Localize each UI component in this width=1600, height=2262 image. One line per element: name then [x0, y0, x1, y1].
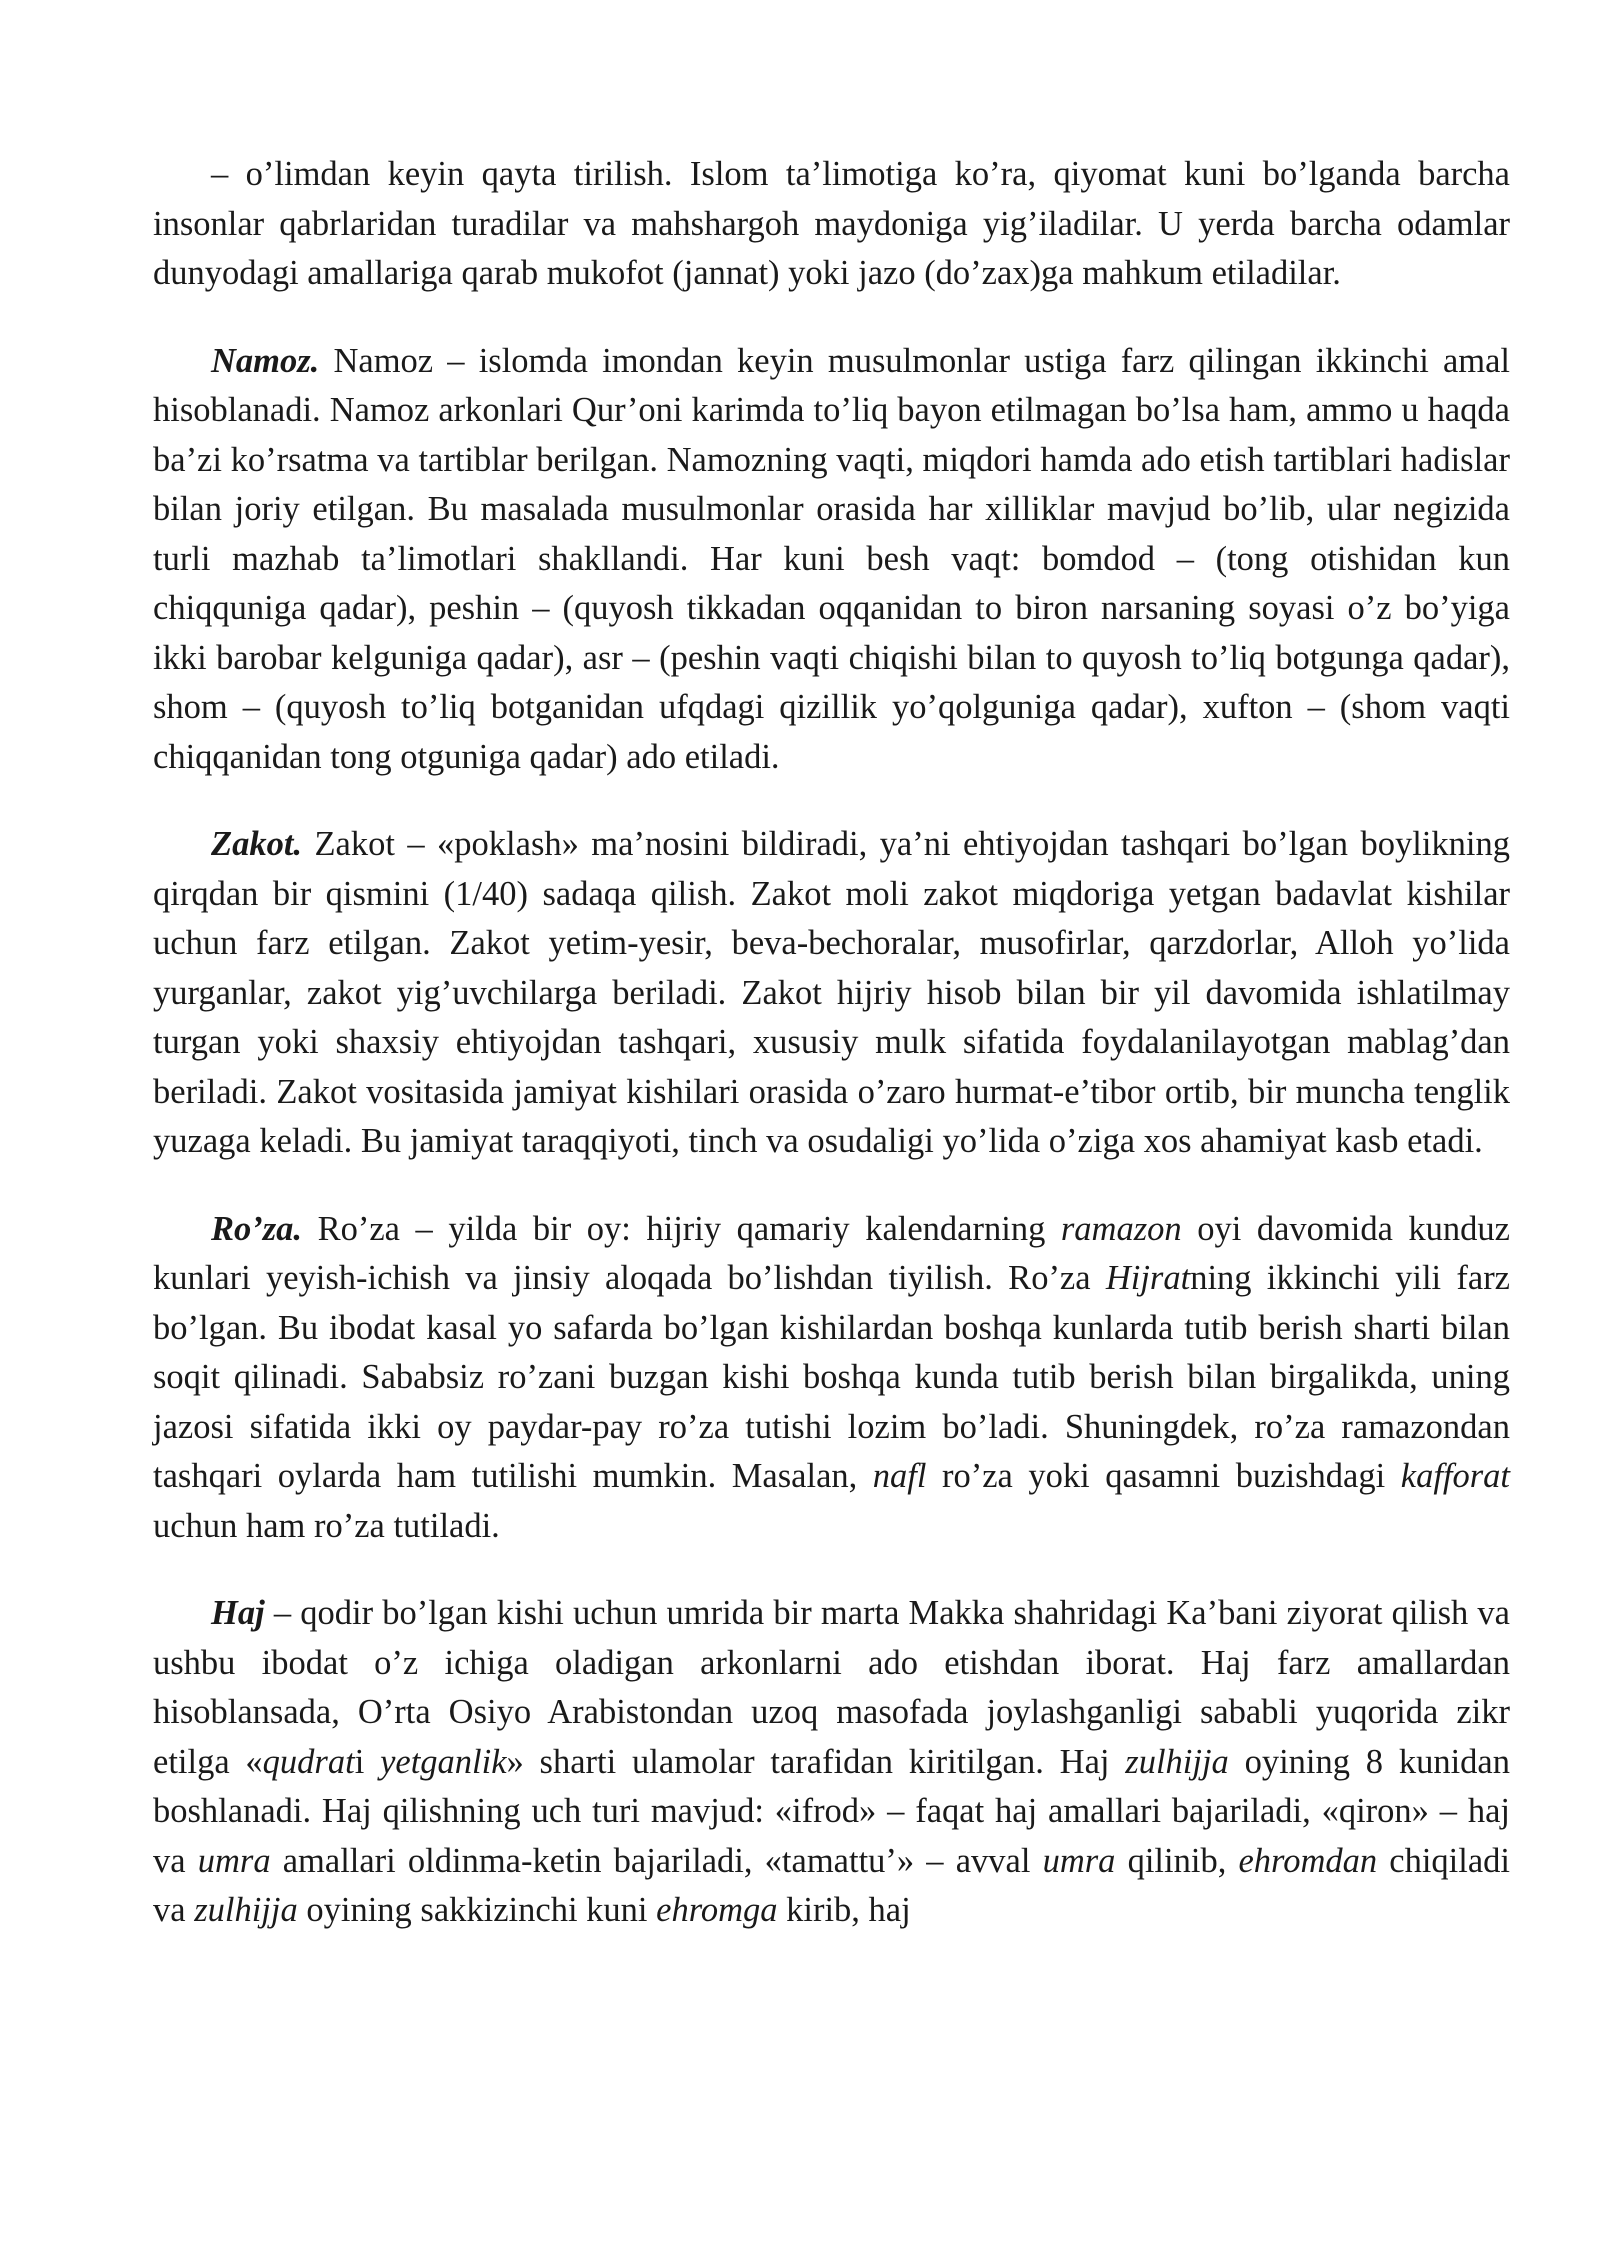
italic-term: ehromdan — [1238, 1841, 1378, 1880]
paragraph-text: Zakot – «poklash» ma’nosini bildiradi, ya’ni ehtiyojdan tashqari bo’lgan boylikning qirqdan bir qismini (1/40) sadaqa qilish. Zakot moli zakot miqdoriga yetgan badavlat kishilar uchun farz etilgan. Zakot yetim-yesir, beva-bechoralar, musofirlar, qarzdorlar, Alloh yo’lida yurganlar, zakot yig’uvchilarga beriladi. Zakot hijriy hisob bilan bir yil davomida ishlatilmay turgan yoki shaxsiy ehtiyojdan tashqari, xususiy mulk sifatida foydalanilayotgan mablag’dan beriladi. Zakot vositasida jamiyat kishilari orasida o’zaro hurmat-e’tibor ortib, bir muncha tenglik yuzaga keladi. Bu jamiyat taraqqiyoti, tinch va osudaligi yo’lida o’ziga xos ahamiyat kasb etadi. — [153, 825, 1510, 1160]
italic-term: qudrat — [262, 1742, 355, 1781]
paragraph-term: Ro’za. — [211, 1209, 303, 1248]
italic-term: Hijrat — [1105, 1259, 1191, 1297]
paragraph-text: uchun ham ro’za tutiladi. — [153, 1506, 500, 1545]
italic-term: yetganlik — [380, 1742, 507, 1781]
paragraph-term: Zakot. — [211, 825, 303, 863]
paragraph-text: – qodir bo’lgan kishi uchun umrida bir marta Makka shahridagi Ka’bani ziyorat qilish va ushbu ibodat o’z ichiga oladigan arkonlarni ado etishdan iborat. Haj farz amallardan hisoblansada, O’rta Osiyo Arabistondan uzoq masofada joylashganligi sababli yuqorida zikr etilga « — [153, 1594, 1510, 1781]
paragraph-text: chiqiladi va — [153, 1841, 1510, 1929]
paragraph-text: i — [354, 1742, 381, 1781]
paragraph-text: » sharti ulamolar tarafidan kiritilgan. Haj — [506, 1742, 1126, 1781]
italic-term: zulhijja — [194, 1891, 298, 1929]
paragraph-text: Ro’za – yilda bir oy: hijriy qamariy kalendarning — [302, 1209, 1061, 1248]
paragraph-text: kirib, haj — [777, 1891, 911, 1929]
italic-term: umra — [1042, 1841, 1116, 1880]
paragraph-resurrection — [153, 150, 1510, 299]
paragraph-namoz — [153, 337, 1510, 783]
italic-term: kafforat — [1400, 1457, 1510, 1495]
paragraph-zakot — [153, 820, 1510, 1167]
paragraph-text: oyi davomida kunduz kunlari yeyish-ichish va jinsiy aloqada bo’lishdan tiyilish. Ro’za — [153, 1209, 1510, 1297]
paragraph-text: amallari oldinma-ketin bajariladi, «tamattu’» – avval — [270, 1841, 1043, 1880]
paragraph-text: qilinib, — [1115, 1841, 1239, 1880]
italic-term: ehromga — [656, 1891, 778, 1929]
italic-term: nafl — [872, 1457, 927, 1495]
paragraph-text: Namoz – islomda imondan keyin musulmonlar ustiga farz qilingan ikkinchi amal hisoblanadi. Namoz arkonlari Qur’oni karimda to’liq bayon etilmagan bo’lsa ham, ammo u haqda ba’zi ko’rsatma va tartiblar berilgan. Namozning vaqti, miqdori hamda ado etish tartiblari hadislar bilan joriy etilgan. Bu masalada musulmonlar orasida har xilliklar mavjud bo’lib, ular negizida turli mazhab ta’limotlari shakllandi. Har kuni besh vaqt: bomdod – (tong otishidan kun chiqquniga qadar), peshin – (quyosh tikkadan oqqanidan to biron narsaning soyasi o’z bo’yiga ikki barobar kelguniga qadar), asr – (peshin vaqti chiqishi bilan to quyosh to’liq botgunga qadar), shom – (quyosh to’liq botganidan ufqdagi qizillik yo’qolguniga qadar), xufton – (shom vaqti chiqqanidan tong otguniga qadar) ado etiladi. — [153, 341, 1510, 776]
paragraph-text: oyining sakkizinchi kuni — [297, 1891, 657, 1929]
paragraph-roza — [153, 1205, 1510, 1552]
paragraph-term: Namoz. — [211, 341, 320, 380]
paragraph-text: oyining 8 kunidan boshlanadi. Haj qilishning uch turi mavjud: «ifrod» – faqat haj amallari bajariladi, «qiron» – haj va — [153, 1742, 1510, 1880]
document-page — [153, 150, 1510, 1974]
paragraph-term: Haj — [211, 1594, 265, 1632]
paragraph-text: ning ikkinchi yili farz bo’lgan. Bu ibodat kasal yo safarda bo’lgan kishilardan boshqa kunlarda tutib berish sharti bilan soqit qilinadi. Sababsiz ro’zani buzgan kishi boshqa kunda tutib berish bilan birgalikda, uning jazosi sifatida ikki oy paydar-pay ro’za tutishi lozim bo’ladi. Shuningdek, ro’za ramazondan tashqari oylarda ham tutilishi mumkin. Masalan, — [153, 1259, 1510, 1495]
paragraph-text: – o’limdan keyin qayta tirilish. Islom ta’limotiga ko’ra, qiyomat kuni bo’lganda barcha insonlar qabrlaridan turadilar va mahshargoh maydoniga yig’iladilar. U yerda barcha odamlar dunyodagi amallariga qarab mukofot (jannat) yoki jazo (do’zax)ga mahkum etiladilar. — [153, 155, 1510, 292]
paragraph-haj — [153, 1589, 1510, 1936]
italic-term: umra — [197, 1841, 271, 1880]
paragraph-text: ro’za yoki qasamni buzishdagi — [926, 1457, 1401, 1495]
italic-term: ramazon — [1060, 1209, 1182, 1248]
italic-term: zulhijja — [1125, 1742, 1229, 1781]
